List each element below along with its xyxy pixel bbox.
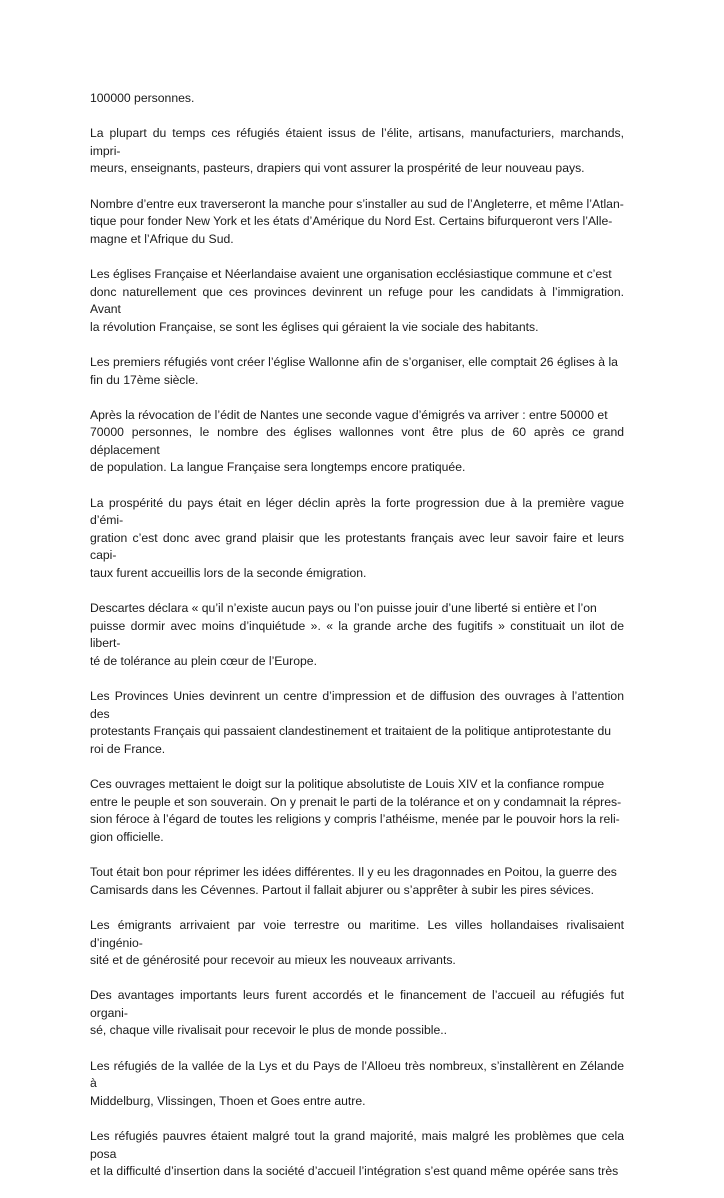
paragraph: Les Provinces Unies devinrent un centre d’impression et de diffusion des ouvrages à l’attention des protestants Français qui passaient clandestinement et traitaient de la politique antiprotestante du roi de France. — [90, 689, 624, 756]
paragraph: Ces ouvrages mettaient le doigt sur la politique absolutiste de Louis XIV et la confiance rompue entre le peuple et son souverain. On y prenait le parti de la tolérance et on y condamnait la répres- sion féroce à l’égard de toutes les religions y compris l’athéisme, menée par le pouvoir hors la reli- gion officielle. — [90, 777, 622, 844]
paragraph: Les premiers réfugiés vont créer l’église Wallonne afin de s’organiser, elle comptait 26 églises à la fin du 17ème siècle. — [90, 354, 618, 387]
paragraph: 100000 personnes. — [90, 91, 195, 105]
paragraph: La prospérité du pays était en léger déclin après la forte progression due à la première vague d’émi- gration c’est donc avec grand plaisir que les protestants français avec leur savoir faire et leurs capi- taux furent accueillis lors de la seconde émigration. — [90, 495, 624, 581]
paragraph: Les réfugiés pauvres étaient malgré tout la grand majorité, mais malgré les problèmes que cela posa et la difficulté d’insertion dans la société d’accueil l’intégration s’est quand même opérée sans très — [90, 1129, 624, 1179]
paragraph: Tout était bon pour réprimer les idées différentes. Il y eu les dragonnades en Poitou, la guerre des Camisards dans les Cévennes. Partout il fallait abjurer ou s’apprêter à subir les pires sévices. — [90, 865, 617, 897]
paragraph: Des avantages importants leurs furent accordés et le financement de l’accueil au réfugiés fut organi- sé, chaque ville rivalisait pour recevoir le plus de monde possible.. — [90, 988, 624, 1038]
paragraph: Après la révocation de l’édit de Nantes une seconde vague d’émigrés va arriver : entre 50000 et 70000 personnes, le nombre des églises wallonnes vont être plus de 60 après ce grand déplacement de population. La langue Française sera longtemps encore pratiquée. — [90, 407, 624, 475]
paragraph: La plupart du temps ces réfugiés étaient issus de l’élite, artisans, manufacturiers, marchands, impri- meurs, enseignants, pasteurs, drapiers qui vont assurer la prospérité de leur nouveau pays. — [90, 126, 624, 176]
paragraph: Les églises Française et Néerlandaise avaient une organisation ecclésiastique commune et c’est donc naturellement que ces provinces devinrent un refuge pour les candidats à l’immigration. Avant la révolution Française, se sont les églises qui géraient la vie sociale des habitants. — [90, 266, 624, 334]
paragraph: Les émigrants arrivaient par voie terrestre ou maritime. Les villes hollandaises rivalisaient d’ingénio- sité et de générosité pour recevoir au mieux les nouveaux arrivants. — [90, 917, 624, 968]
paragraph: Nombre d’entre eux traverseront la manche pour s’installer au sud de l’Angleterre, et même l’Atlan- tique pour fonder New York et les états d’Amérique du Nord Est. Certains bifurqueront vers l’Alle- magne et l’Afrique du Sud. — [90, 196, 624, 246]
paragraph: Descartes déclara « qu’il n’existe aucun pays ou l’on puisse jouir d’une liberté si entière et l’on puisse dormir avec moins d’inquiétude ». « la grande arche des fugitifs » constituait un ilot de libert- té de tolérance au plein cœur de l’Europe. — [90, 601, 624, 668]
body-text — [90, 90, 624, 1198]
paragraph: Les réfugiés de la vallée de la Lys et du Pays de l’Alloeu très nombreux, s’installèrent en Zélande à Middelburg, Vlissingen, Thoen et Goes entre autre. — [90, 1058, 624, 1108]
